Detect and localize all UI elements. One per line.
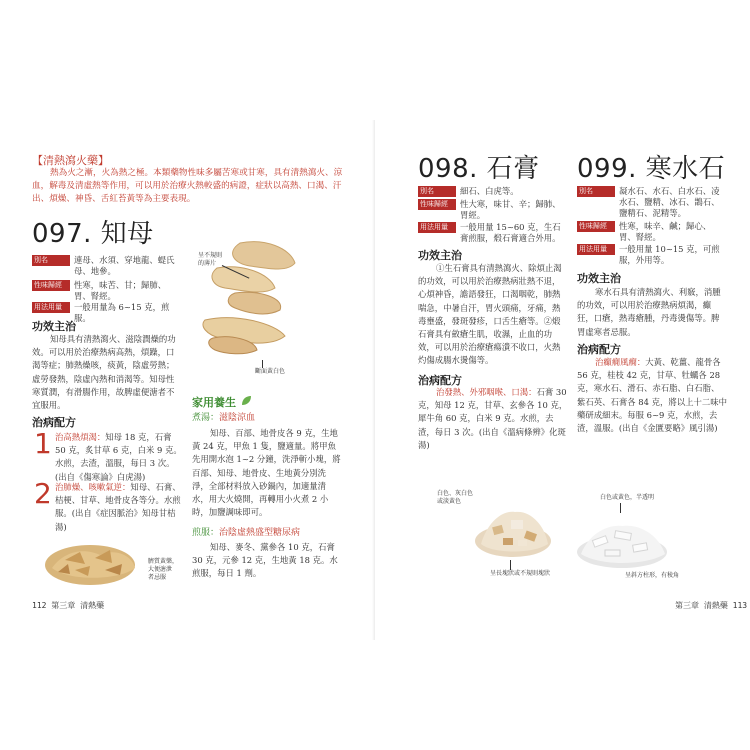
caption-line: 或淡黃色 bbox=[437, 498, 462, 505]
caption: 白色或黃色，半透明 bbox=[600, 494, 655, 501]
rx-text: 知母 18 克，石膏 50 克，炙甘草 6 克，白米 9 克。水煎，去渣，溫服，每日 3 次。(出自《傷寒論》白虎湯) bbox=[55, 432, 182, 482]
right-page bbox=[375, 0, 750, 750]
tag-alias bbox=[32, 255, 182, 277]
rx-heading: 治病配方 bbox=[32, 416, 76, 429]
tag-label: 別名 bbox=[32, 255, 70, 266]
caption-line: 呈不規則 bbox=[198, 252, 223, 259]
tag-text: 一般用量 10~15 克，可煎服，外用等。 bbox=[619, 244, 720, 265]
tag-dosage bbox=[577, 244, 727, 266]
caption: 呈斜方柱形，有稜角 bbox=[625, 572, 680, 579]
home-title-a: 煮湯： bbox=[192, 413, 220, 423]
rx-text: 知母、石膏、桔梗、甘草、地骨皮各等分。水煎服。(出自《症因脈治》知母甘桔湯) bbox=[55, 482, 181, 532]
tag-text: 性寒，味苦、甘；歸肺、胃、腎經。 bbox=[74, 280, 167, 301]
home-title-b: 治陰虛熱盛型糖尿病 bbox=[219, 528, 301, 538]
home-heading bbox=[192, 394, 252, 410]
rx-title: 治發熱、外邪咽喉、口渴： bbox=[436, 387, 537, 397]
herb-title-097: 097. 知母 bbox=[32, 219, 154, 249]
tag-label: 用法用量 bbox=[418, 222, 456, 233]
caption-pointer bbox=[262, 360, 263, 368]
func-text: 知母具有清熱瀉火、滋陰潤燥的功效。可以用於治療熱病高熱，煩躁，口渴等症；肺熱燥咳，痰黃，陰虛勞熱；虛勞發熱，陰虛內熱和消渴等。知母性寒質潤，有滑腸作用，故脾虛便溏者不宜服用。 bbox=[32, 334, 176, 411]
tag-text: 細石、白虎等。 bbox=[460, 186, 519, 196]
rx-title: 治癲癇風癇： bbox=[595, 357, 646, 367]
tag-label: 性味歸經 bbox=[32, 280, 70, 291]
herb-title-099: 099. 寒水石 bbox=[577, 154, 726, 184]
zhimu-pile-image bbox=[40, 530, 145, 590]
home-item-title bbox=[192, 410, 255, 423]
gypsum-image bbox=[473, 496, 553, 561]
home-item-text: 知母、百部、地骨皮各 9 克，生地黃 24 克，甲魚 1 隻，鹽適量。將甲魚先用開水泡 1~2 分鐘，洗淨斬小塊，將百部、知母、地骨皮、生地黃分別洗淨，全部材料放入砂鍋內，加適量清水，用大火燒開，再轉用小火煮 2 小時，加鹽調味即可。 bbox=[192, 428, 341, 518]
rx-number: 2 bbox=[34, 477, 52, 510]
tag-label: 別名 bbox=[418, 186, 456, 197]
home-title-b: 滋陰涼血 bbox=[219, 413, 256, 423]
tag-text: 一般用量 15~60 克，生石膏煎服，煅石膏適合外用。 bbox=[460, 222, 561, 243]
tag-alias bbox=[577, 186, 727, 219]
rx-title: 治高熱煩渴： bbox=[55, 432, 106, 442]
hanshuishi-image bbox=[575, 510, 670, 570]
caption-line: 的薄片 bbox=[198, 260, 217, 267]
func-heading: 功效主治 bbox=[418, 249, 462, 262]
caption-pointer bbox=[510, 560, 511, 570]
tag-label: 性味歸經 bbox=[418, 199, 456, 210]
tag-nature bbox=[577, 221, 727, 243]
caption-line: 大便溏泄 bbox=[148, 566, 173, 573]
tag-label: 別名 bbox=[577, 186, 615, 197]
tag-nature bbox=[418, 199, 568, 221]
tag-alias bbox=[418, 186, 568, 197]
tag-label: 性味歸經 bbox=[577, 221, 615, 232]
leaf-icon bbox=[240, 395, 252, 407]
rx-item bbox=[55, 481, 183, 534]
tag-dosage bbox=[418, 222, 568, 244]
func-heading: 功效主治 bbox=[32, 320, 76, 333]
caption-line: 者忌服 bbox=[148, 574, 167, 581]
section-intro: 熱為火之漸，火為熱之極。本類藥物性味多屬苦寒或甘寒，具有清熱瀉火、涼血，解毒及清虛熱等作用，可以用於治療火熱較盛的病證，症狀以高熱、口渴、汗出、煩燥、神昏、舌紅苔黃等為主要表現。 bbox=[32, 168, 343, 204]
caption bbox=[437, 490, 477, 506]
caption bbox=[148, 558, 182, 582]
rx-text: 石膏 30 克，知母 12 克，甘草、玄參各 10 克，犀牛角 60 克，白米 9 克。水煎，去渣，每日 3 次。(出自《溫病條辨》化斑湯) bbox=[418, 387, 568, 450]
tag-text: 性寒，味辛、鹹；歸心、胃、腎經。 bbox=[619, 221, 712, 242]
caption: 呈長塊狀或不規則塊狀 bbox=[490, 570, 551, 577]
rx-item bbox=[418, 386, 568, 452]
home-item-text: 知母、麥冬、黨參各 10 克，石膏 30 克，元參 12 克，生地黃 18 克。水煎服，每日 1 劑。 bbox=[192, 542, 338, 579]
home-item-title bbox=[192, 525, 300, 538]
caption: 斷面黃白色 bbox=[255, 368, 286, 375]
home-title-a: 煎服： bbox=[192, 528, 220, 538]
rx-number: 1 bbox=[34, 427, 52, 460]
tag-text: 一般用量為 6~15 克，煎服。 bbox=[74, 302, 170, 323]
tag-label: 用法用量 bbox=[577, 244, 615, 255]
home-heading-text: 家用養生 bbox=[192, 396, 236, 409]
func-heading: 功效主治 bbox=[577, 272, 621, 285]
tag-text: 性大寒，味甘、辛；歸肺、胃經。 bbox=[460, 199, 561, 220]
page-folio-left: 112 第三章 清熱藥 bbox=[32, 601, 105, 610]
tag-text: 連母、水須、穿地龍、蝭氏母、地參。 bbox=[74, 255, 175, 276]
func-text: ①生石膏具有清熱瀉火、除煩止渴的功效，可以用於治療熱病壯熱不退，心煩神昏，譫語發狂，口渴咽乾，肺熱喘急，中暑自汗，胃火頭痛，牙痛，熱毒壅盛，發斑發疹，口舌生瘡等。②煅石膏具有斂瘡生肌，收濕，止血的功效，可以用於治療瘡瘍潰不收口，火熱灼傷成腸水燙傷等。 bbox=[418, 263, 562, 366]
herb-title-098: 098. 石膏 bbox=[418, 154, 540, 184]
rx-heading: 治病配方 bbox=[418, 374, 462, 387]
page-folio-right: 第三章 清熱藥 113 bbox=[675, 601, 748, 610]
section-heading: 【清熱瀉火藥】 bbox=[32, 154, 109, 167]
func-text: 寒水石具有清熱瀉火、利竅，消腫的功效，可以用於治療熱病煩渴，癲狂，口瘡，熱毒瘡腫，丹毒燙傷等。脾胃虛寒者忌服。 bbox=[577, 287, 721, 337]
tag-label: 用法用量 bbox=[32, 302, 70, 313]
caption-line: 臍質黃樂， bbox=[148, 558, 179, 565]
rx-item bbox=[577, 356, 727, 435]
rx-heading: 治病配方 bbox=[577, 343, 621, 356]
caption-line: 白色、灰白色 bbox=[437, 490, 474, 497]
rx-text: 大黃、乾薑、龍骨各 56 克，桂枝 42 克，甘草、牡蠣各 28 克，寒水石、滑石、赤石脂、白石脂、紫石英、石膏各 84 克，將以上十二味中藥研成細末。每服 6~9 克，水煎，去渣，溫服。(出自《金匱要略》風引湯) bbox=[577, 357, 727, 434]
rx-item bbox=[55, 431, 183, 484]
caption-pointer bbox=[620, 503, 621, 513]
rx-title: 治肺燥、咳嗽氣逆： bbox=[55, 482, 131, 492]
tag-text: 凝水石、水石、白水石、凌水石、鹽精、冰石、鵲石、鹽精石、泥精等。 bbox=[619, 186, 720, 218]
tag-nature bbox=[32, 280, 182, 302]
